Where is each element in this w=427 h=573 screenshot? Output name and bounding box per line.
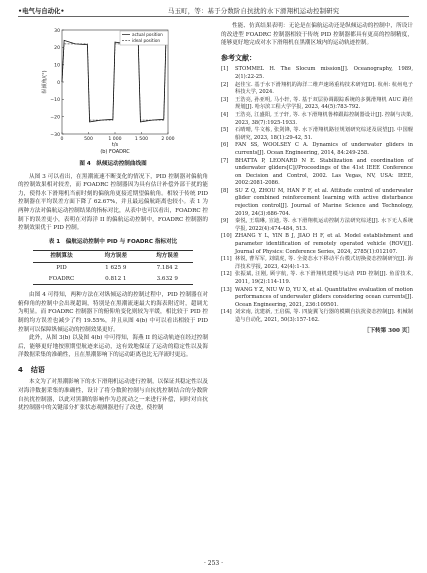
journal-name: •电气与自动化• [18,7,65,15]
reference-text: SU Z Q, ZHOU M, HAN F F, et al. Attitude control of underwater glider combined reinforcement learning with active disturbance rejection control[J]. Journal of Marine Science and Technology, 2019, 24(3):686-704. [235,187,413,217]
reference-item [221,233,413,256]
reference-number: [2] [221,81,229,88]
reference-text: FAN SS, WOOLSEY C A. Dynamics of underwater gliders in currents[J]. Ocean Engineering, 2014, 84:249-258. [235,142,413,156]
reference-number: [10] [221,233,232,240]
x-axis-label: t/s [111,142,119,148]
reference-text: ZHANG Y L, YIN B J, JIAO H F, et al. Model establishment and parameter identification of remotely operated vehicle (ROV)[J]. Journal of Physics: Conference Series, 2024, 2785(1):012107. [235,233,413,255]
right-column [221,22,413,335]
reference-text: WANG Y Z, NIU W D, YU X, et al. Quantitative evaluation of motion performances of underwater gliders considering ocean currents[J]. Ocean Engineering, 2021, 236:109501. [235,286,413,308]
reference-item [221,271,413,286]
reference-item [221,112,413,127]
reference-text: STOMMEL H. The Slocum mission[J]. Oceanography, 1989, 2(1):22-25. [235,66,413,80]
reference-number: [9] [221,218,229,225]
reference-item [221,287,413,310]
reference-list [221,66,413,324]
table-1 [33,250,193,285]
figure-caption: 图 4 纵倾运动控制曲线图 [79,161,147,167]
y-tick-label: −30 [50,132,60,138]
table-header: 均方误差 [156,253,179,260]
reference-item [221,66,413,81]
paragraph: 此外，从图 3(b) 以及图 4(b) 中可得知，海燕 II 的运动轨迹在经过控制后，能够更好地按照期望航迹来运动，这有效地保证了运动的稳定性以及海洋数据采集的准确性，且在黑潮影响下的运动距离也比无洋流时更远。 [18,335,208,359]
reference-number: [14] [221,309,232,316]
reference-number: [1] [221,66,229,73]
section-heading [18,366,208,375]
section-title: 结语 [30,365,45,374]
y-tick-label: 10 [54,63,60,69]
table-cell: 7.184 2 [156,264,178,271]
x-tick-label: 2 000 [161,137,175,142]
running-title: 马玉町，等：基于分数阶自抗扰的水下滑翔机运动控制研究 [168,7,340,15]
page-header [18,4,409,17]
figure-4 [18,22,208,158]
pitch-chart [18,22,208,158]
reference-item [221,256,413,271]
reference-text: 王浩亮, 孙亚明, 马小轩, 等. 基于双层协调跟踪系统的多翼滑翔机 AUC 路径规划[J]. 哈尔滨工程大学学报, 2023, 44(5):783-792. [235,96,413,111]
reference-number: [11] [221,256,232,263]
reference-number: [4] [221,111,229,118]
table-cell: FOADRC [48,275,75,282]
reference-text: BHATTA P, LEONARD N E. Stabilization and coordination of underwater gliders[C]//Proceedings of the 41st IEEE Conference on Decision and Control, 2002. Las Vegas, NV, USA: IEEE, 2002:2081-2086. [235,157,413,187]
x-tick-label: 1 500 [134,137,149,142]
section-number: 4 [18,365,23,374]
y-tick-label: −10 [50,98,60,104]
table-row [33,274,193,285]
reference-text: 赵佳宝. 基于水下滑翔机的海洋二维声速场重构技术研究[D]. 杭州: 杭州电子科技大学, 2024. [235,81,413,96]
y-tick-label: 20 [54,46,60,52]
paragraph: 性能、仿真结果表明：无论是在偏航运动还是纵倾运动的控制中，所设计的改进型 FOADRC 控制器相较于传统 PID 控制器都具有更高的控制精度，能够更好地完成对水下滑翔机在黑潮区域内的运动轨迹控制。 [221,23,413,47]
y-axis-label: 纵倾角/(°) [42,70,48,94]
reference-text: 石晴晴, 牛文栋, 张剑锋, 等. 水下滑翔机路径规划研究综述及展望[J]. 中国舰船研究, 2023, 18(1):29-42, 51. [235,127,413,141]
reference-number: [6] [221,142,229,149]
reference-number: [7] [221,157,229,164]
reference-item [221,82,413,97]
reference-item [221,309,413,324]
reference-text: 张振斌, 汪刚, 顾宇航, 等. 水下滑翔机建模与运动 PID 控制[J]. 鱼雷技术, 2011, 19(2):114-119. [235,271,413,285]
paragraph: 本文为了对黑潮影响下的水下滑翔机运动进行控制，以保证其稳定性以及对海洋数据采集的准确性，设计了将分数阶控制与自抗扰控制结合的分数阶自抗扰控制器，以此对黑潮的影响作为总扰动之一来进行补偿，同时对自抗扰控制器中的关键部分扩张状态观测器进行了改进，使控制 [18,379,209,412]
left-column [18,22,208,413]
legend-label: actual position [132,32,163,37]
page-number: · 253 · [203,560,224,567]
continued-note: ［下转第 300 页］ [363,327,413,334]
reference-item [221,142,413,157]
reference-item [221,127,413,142]
reference-text: 林锐, 曹军军, 刘瑞虎, 等. 全姿态水下移动平台模式切换姿态控制研究[J]. 海洋技术学报, 2023, 42(4):1-13. [235,256,413,270]
reference-number: [3] [221,96,229,103]
reference-number: [13] [221,286,232,293]
reference-text: 王浩亮, 江盛阳, 王子轩, 等. 水下滑翔机鲁棒跟踪控制器设计[J]. 控制与决策, 2023, 38(7):1925-1933. [235,111,413,126]
x-tick-label: 0 [60,137,64,142]
reference-item [221,218,413,233]
table-cell: PID [56,264,67,271]
table-row [33,262,193,273]
reference-number: [12] [221,271,232,278]
reference-number: [8] [221,187,229,194]
y-tick-label: 0 [57,80,60,86]
reference-text: 刘宋南, 沈建新, 王启儒, 等. 四旋翼飞行器的模糊自抗扰姿态控制[J]. 机械制造与自动化, 2021, 50(3):157-162. [235,309,413,323]
reference-text: 秦悦, 王瑞琳, 宣迪, 等. 水下滑翔机运动控制方法研究综述[J]. 水下无人系统学报, 2022(4):474-484, 513. [235,218,413,232]
table-header: 均方误差 [104,253,127,260]
reference-number: [5] [221,127,229,134]
reference-item [221,158,413,188]
y-tick-label: −20 [50,115,60,121]
table-cell: 0.812 1 [105,275,127,282]
table-cell: 3.632 9 [156,275,178,282]
x-tick-label: 500 [84,137,93,142]
figure-subcaption: (b) FOADRC [100,149,130,155]
reference-item [221,97,413,112]
paragraph: 由图 4 可得知，两种方法在对纵倾运动的控制过程中，PID 控制器在对俯仰角的控制中会出现超调，特别是在黑潮流速最大的海表附近时，超调尤为明显。而 FOADRC 控制器下的俯仰角变化则较为平缓，相比较于 PID 控制的均方误差也减少了约 19.55%，并且从图 4(b) 中可以看出相较于 PID 控制可以保障纵倾运动的控制效果更好。 [18,292,208,333]
paragraph: 从图 3 可以看出，在黑潮流速不断变化的情况下，PID 控制器对偏航角的控制效果相对较差，而 FOADRC 控制器因为具有估计补偿外部干扰的能力，使得水下滑翔机当前时刻的偏航角更接近期望偏航角。相较于传统 PID 控制器在平均误差方面下降了 62.67%，并且最远偏航距离也较小。表 1 为两种方法对偏航运动控制结果的指标对比，从表中也可以看出，FOADRC 控制下的误差更小，表明在对海洋 II 的偏航运动控制中，FOADRC 控制器的控制效果优于 PID 控制。 [18,173,208,232]
legend-label: ideal position [132,38,161,43]
table-caption: 表 1 偏航运动控制中 PID 与 FOADRC 指标对比 [48,238,178,245]
table-cell: 1 625 9 [105,264,127,271]
reference-item [221,188,413,218]
references-heading: 参考文献： [221,53,256,62]
series-line-actual [62,40,166,121]
x-tick-label: 1 000 [108,137,122,142]
y-tick-label: 30 [54,28,60,34]
table-header: 控制算法 [50,253,73,260]
